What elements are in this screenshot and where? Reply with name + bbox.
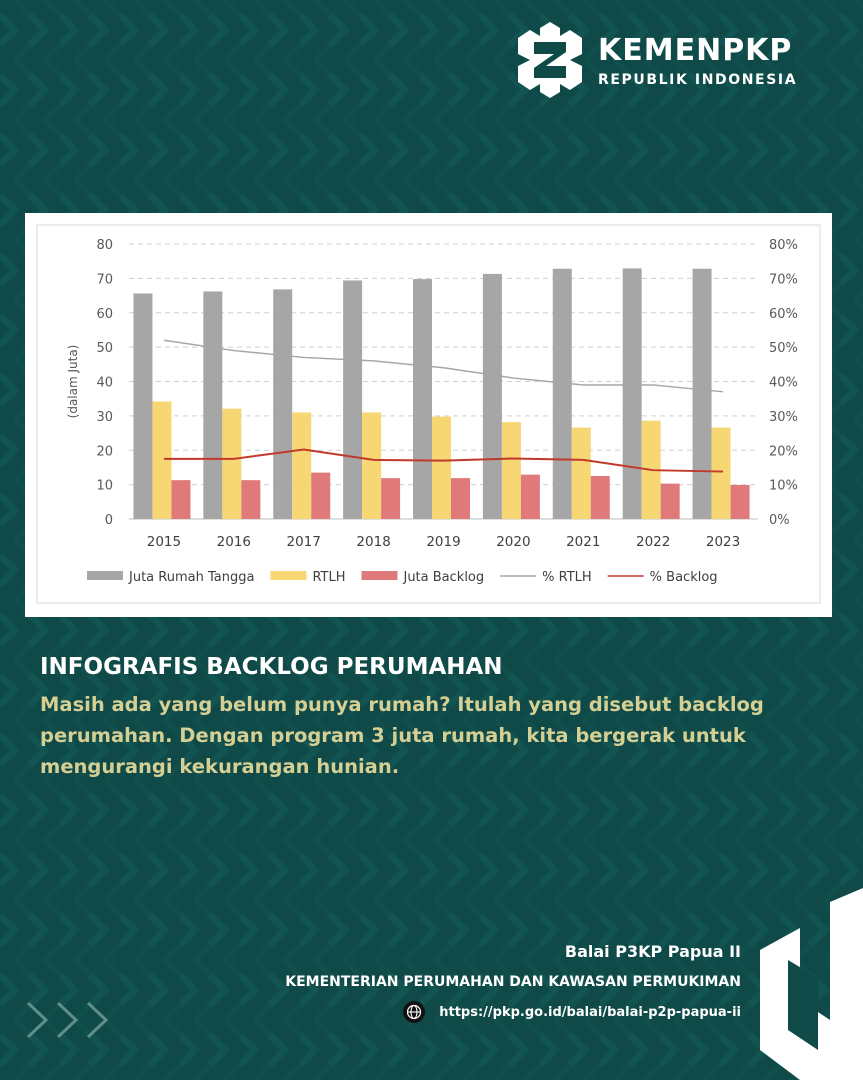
y2-tick-label: 50% [769,341,798,357]
bar-juta-rumah-tangga [693,269,712,519]
legend-label-backlog: % Backlog [649,570,718,585]
y-tick-label: 50 [96,341,113,357]
kemenpkp-logo-icon [512,20,588,100]
y2-tick-label: 40% [769,375,798,391]
globe-icon [403,1001,425,1023]
bar-juta-backlog [451,478,470,519]
brand-subtitle: REPUBLIK INDONESIA [598,72,798,88]
y2-tick-label: 30% [769,409,798,425]
x-tick-label: 2020 [496,534,531,550]
bar-juta-backlog [241,480,260,519]
bar-rtlh [712,428,731,519]
org-name: Balai P3KP Papua II [564,942,741,961]
y2-tick-label: 70% [769,272,798,288]
website-row[interactable] [403,1000,741,1024]
legend-label-juta-backlog: Juta Backlog [403,570,485,585]
x-tick-label: 2022 [635,534,671,550]
bar-juta-rumah-tangga [413,279,432,519]
chevron-right-icon [24,995,124,1045]
bar-juta-rumah-tangga [343,280,362,519]
chart-card [25,213,832,617]
infographic-title: INFOGRAFIS BACKLOG PERUMAHAN [40,654,503,680]
infographic-description: Masih ada yang belum punya rumah? Itulah yang disebut backlog perumahan. Dengan program 3 juta rumah, kita bergerak untuk mengurangi kekurangan hunian. [40,693,764,778]
legend-swatch-juta-rumah-tangga [87,571,123,580]
website-link[interactable]: https://pkp.go.id/balai/balai-p2p-papua-ii [439,1004,741,1020]
bar-rtlh [432,417,451,519]
y2-tick-label: 80% [769,238,798,253]
legend-swatch-rtlh [270,571,306,580]
y-tick-label: 40 [96,375,113,391]
bar-rtlh [572,428,591,519]
y-tick-label: 10 [96,478,113,494]
bar-rtlh [152,401,171,519]
legend-label-juta-rumah-tangga: Juta Rumah Tangga [129,570,255,585]
legend-swatch-juta-backlog [361,571,397,580]
y-tick-label: 30 [96,409,113,425]
y2-tick-label: 0% [769,513,790,528]
bar-juta-backlog [591,476,610,519]
y2-tick-label: 20% [769,444,798,460]
bar-juta-backlog [171,480,190,519]
x-tick-label: 2016 [216,534,252,550]
x-tick-label: 2017 [286,534,321,550]
y-tick-label: 0 [104,513,113,528]
bar-rtlh [222,409,241,519]
y2-tick-label: 60% [769,306,798,322]
bar-juta-rumah-tangga [553,269,572,519]
y-tick-label: 80 [96,238,113,253]
brand-name: KEMENPKP [598,33,793,68]
bar-rtlh [292,412,311,519]
y-tick-label: 70 [96,272,113,288]
legend-label-rtlh: % RTLH [542,570,592,585]
y-axis-label: (dalam Juta) [66,344,80,419]
bar-juta-rumah-tangga [133,294,152,520]
x-tick-label: 2015 [146,534,182,550]
y2-tick-label: 10% [769,478,798,494]
y-tick-label: 60 [96,306,113,322]
brand-logo [512,20,832,100]
x-tick-label: 2018 [356,534,391,550]
y-tick-label: 20 [96,444,113,460]
backlog-chart [25,213,832,617]
bar-juta-backlog [381,478,400,519]
bar-juta-rumah-tangga [623,268,642,519]
bar-juta-rumah-tangga [483,274,502,519]
bar-rtlh [362,412,381,519]
x-tick-label: 2023 [705,534,741,550]
kemenpkp-corner-logo-icon [760,880,863,1080]
legend-label-rtlh: RTLH [312,570,346,585]
bar-juta-rumah-tangga [203,291,222,519]
x-tick-label: 2019 [426,534,461,550]
x-tick-label: 2021 [566,534,601,550]
bar-rtlh [502,422,521,519]
bar-juta-backlog [661,484,680,519]
bar-juta-rumah-tangga [273,289,292,519]
bar-juta-backlog [521,475,540,519]
bar-juta-backlog [311,473,330,519]
ministry-name: KEMENTERIAN PERUMAHAN DAN KAWASAN PERMUKIMAN [285,974,741,990]
bar-juta-backlog [731,485,750,519]
